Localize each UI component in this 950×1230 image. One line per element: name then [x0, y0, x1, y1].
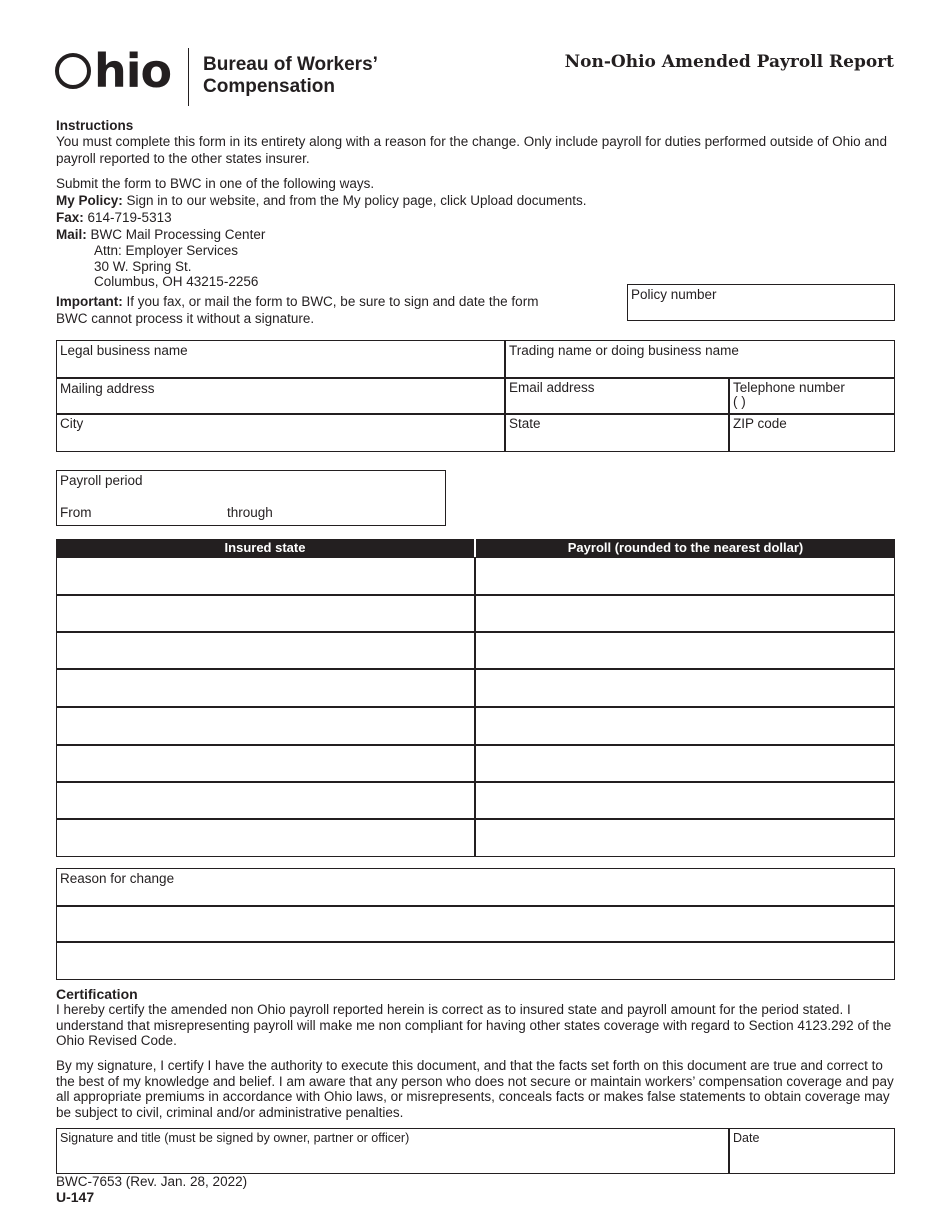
- table-row-divider: [57, 631, 894, 633]
- reason-row-divider: [57, 905, 894, 907]
- payroll-period-label: Payroll period: [60, 473, 143, 488]
- telephone-number-label: Telephone number: [733, 380, 845, 395]
- mypolicy-text: Sign in to our website, and from the My policy page, click Upload documents.: [122, 193, 587, 208]
- from-label: From: [60, 505, 92, 520]
- legal-business-name-field[interactable]: [57, 341, 504, 377]
- mail-line1: BWC Mail Processing Center: [86, 227, 266, 242]
- instructions-heading: Instructions: [56, 118, 134, 133]
- table-row-divider: [57, 706, 894, 708]
- business-info-block: [56, 340, 895, 452]
- mypolicy-line: [56, 193, 587, 210]
- mypolicy-label: My Policy:: [56, 193, 123, 208]
- table-row-divider: [57, 668, 894, 670]
- table-row-divider: [57, 594, 894, 596]
- reason-row-divider: [57, 941, 894, 943]
- agency-line2: Compensation: [203, 76, 335, 97]
- table-row-divider: [57, 818, 894, 820]
- signature-label: Signature and title (must be signed by owner, partner or officer): [60, 1131, 410, 1145]
- important-text: If you fax, or mail the form to BWC, be sure to sign and date the form BWC cannot process it without a signature.: [56, 294, 539, 326]
- table-row-divider: [57, 744, 894, 746]
- trading-name-label: Trading name or doing business name: [509, 343, 739, 358]
- mail-line4: Columbus, OH 43215-2256: [94, 274, 259, 289]
- payroll-period-block: [56, 470, 446, 526]
- date-field[interactable]: [730, 1129, 892, 1172]
- mail-line: [56, 227, 265, 244]
- agency-name: [203, 54, 378, 98]
- form-code: U-147: [56, 1189, 95, 1205]
- state-field[interactable]: [506, 414, 728, 450]
- fax-line: [56, 210, 172, 227]
- mail-line3: 30 W. Spring St.: [94, 259, 192, 274]
- form-id: BWC-7653 (Rev. Jan. 28, 2022): [56, 1174, 248, 1189]
- state-label: State: [509, 416, 541, 431]
- trading-name-field[interactable]: [506, 341, 892, 377]
- email-address-label: Email address: [509, 380, 595, 395]
- mailing-address-label: Mailing address: [60, 381, 155, 396]
- telephone-number-field[interactable]: [730, 378, 892, 413]
- from-date-input[interactable]: [102, 501, 217, 523]
- agency-line1: Bureau of Workers’: [203, 54, 378, 75]
- policy-number-field[interactable]: [627, 284, 895, 321]
- mail-label: Mail:: [56, 227, 87, 242]
- certification-para2: By my signature, I certify I have the authority to execute this document, and that the facts set forth on this document are true and correct to the best of my knowledge and belief. I am aware that any person who does not secure or maintain workers’ compensation coverage and pay all appropriate premiums in accordance with Ohio laws, or misrepresents, conceals facts or makes false statements to obtain coverage may be subject to civil, criminal and/or administrative penalties.: [56, 1058, 894, 1120]
- instructions-para: You must complete this form in its entirety along with a reason for the change. Only include payroll for duties performed outside of Ohio and payroll reported to the other states insurer.: [56, 134, 887, 166]
- through-date-input[interactable]: [287, 501, 437, 523]
- signature-block: [56, 1128, 895, 1174]
- reason-for-change-label: Reason for change: [60, 871, 175, 886]
- logo-divider: [188, 48, 189, 106]
- document-title: Non-Ohio Amended Payroll Report: [564, 52, 894, 72]
- mailing-address-field[interactable]: [57, 379, 504, 413]
- legal-business-name-label: Legal business name: [60, 343, 188, 358]
- telephone-area-code: ( ): [733, 394, 746, 409]
- important-label: Important:: [56, 294, 123, 309]
- important-note: [56, 294, 541, 327]
- ohio-logo-o-icon: [55, 53, 91, 89]
- email-address-field[interactable]: [506, 378, 728, 413]
- payroll-table: [56, 557, 895, 857]
- signature-field[interactable]: [57, 1129, 728, 1172]
- policy-number-label: Policy number: [631, 287, 717, 302]
- city-field[interactable]: [57, 414, 504, 450]
- reason-for-change-field[interactable]: [56, 868, 895, 980]
- mail-line2: Attn: Employer Services: [94, 243, 239, 258]
- zip-code-label: ZIP code: [733, 416, 787, 431]
- zip-code-field[interactable]: [730, 414, 892, 450]
- fax-text: 614-719-5313: [83, 210, 172, 225]
- ohio-logo-text: hio: [94, 44, 172, 98]
- city-label: City: [60, 416, 84, 431]
- through-label: through: [227, 505, 273, 520]
- certification-heading: Certification: [56, 986, 138, 1002]
- fax-label: Fax:: [56, 210, 84, 225]
- table-header-insured-state: Insured state: [56, 539, 474, 557]
- date-label: Date: [733, 1131, 760, 1145]
- submit-intro: Submit the form to BWC in one of the following ways.: [56, 176, 375, 191]
- certification-para1: I hereby certify the amended non Ohio payroll reported herein is correct as to insured state and payroll amount for the period stated. I understand that misrepresenting payroll will make me non compliant for having other states coverage with regard to Section 4123.292 of the Ohio Revised Code.: [56, 1002, 892, 1048]
- table-row-divider: [57, 781, 894, 783]
- table-header-payroll: Payroll (rounded to the nearest dollar): [476, 539, 895, 557]
- ohio-logo: [55, 44, 172, 98]
